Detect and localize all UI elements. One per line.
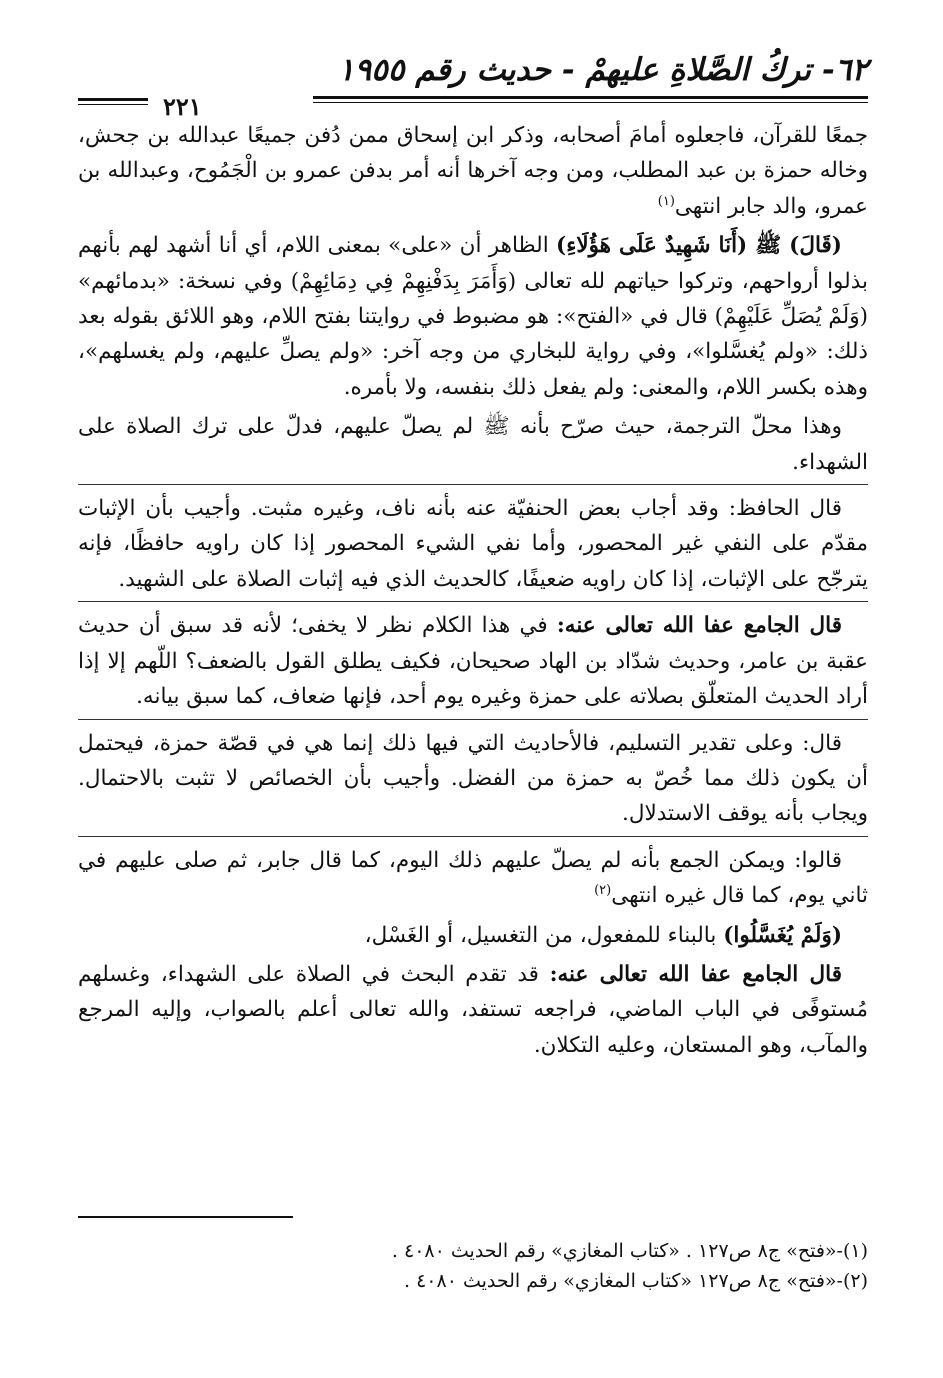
paragraph-text: قد تقدم البحث في الصلاة على الشهداء، وغسلهم مُستوفًى في الباب الماضي، فراجعه تستفد، والله تعالى أعلم بالصواب، وإليه المرجع والمآب، وهو المستعان، وعليه التكلان. bbox=[78, 961, 868, 1058]
paragraph-text: في هذا الكلام نظر لا يخفى؛ لأنه قد سبق أن حديث عقبة بن عامر، وحديث شدّاد بن الهاد صحيحان، فكيف يطلق القول بالضعف؟ اللّهم إلا إذا أراد الحديث المتعلّق بصلاته على حمزة وغيره يوم أحد، فإنها ضعاف، كما سبق بيانه. bbox=[78, 613, 868, 710]
paragraph bbox=[78, 918, 868, 953]
paragraph-text: قال الحافظ: وقد أجاب بعض الحنفيّة عنه بأنه ناف، وغيره مثبت. وأجيب بأن الإثبات مقدّم على النفي غير المحصور، وأما نفي الشيء المحصور إذا كان راويه حافظًا، فإنه يترجّح على الإثبات، إذا كان راويه ضعيفًا، كالحديث الذي فيه إثبات الصلاة على الشهيد. bbox=[78, 496, 868, 592]
main-text bbox=[78, 118, 868, 1067]
paragraph bbox=[78, 957, 868, 1063]
paragraph bbox=[78, 228, 868, 405]
paragraph bbox=[78, 719, 868, 832]
paragraph bbox=[78, 409, 868, 480]
chapter-title: ٦٢- تركُ الصَّلاةِ عليهمْ - حديث رقم ١٩٥٥ bbox=[337, 52, 868, 88]
footnote-ref: (٢) bbox=[594, 882, 612, 898]
paragraph-lead: قال الجامع عفا الله تعالى عنه: bbox=[556, 613, 843, 639]
paragraph-text: جمعًا للقرآن، فاجعلوه أمامَ أصحابه، وذكر ابن إسحاق ممن دُفن جميعًا عبدالله بن جحش، وخاله حمزة بن عبد المطلب، ومن وجه آخرها أنه أمر بدفن عمرو بن الْجَمُوح، وعبدالله بن عمرو، والد جابر انتهى bbox=[78, 123, 868, 219]
header-rule-left bbox=[78, 98, 148, 108]
footnote-2: (٢)-«فتح» ج٨ ص١٢٧ «كتاب المغازي» رقم الحديث ٤٠٨٠ . bbox=[404, 1270, 868, 1292]
header-rule-right bbox=[313, 96, 868, 106]
paragraph-text: قالوا: ويمكن الجمع بأنه لم يصلّ عليهم ذلك اليوم، كما قال جابر، ثم صلى عليهم في ثاني يوم، كما قال غيره انتهى bbox=[78, 847, 868, 909]
paragraph bbox=[78, 118, 868, 224]
paragraph-text: قال: وعلى تقدير التسليم، فالأحاديث التي فيها ذلك إنما هي في قصّة حمزة، فيحتمل أن يكون ذلك مما خُصّ به حمزة من الفضل. وأجيب بأن الخصائص لا تثبت بالاحتمال. ويجاب بأنه يوقف الاستدلال. bbox=[78, 730, 868, 827]
paragraph-text: وهذا محلّ الترجمة، حيث صرّح بأنه ﷺ لم يصلّ عليهم، فدلّ على ترك الصلاة على الشهداء. bbox=[78, 414, 868, 475]
paragraph-text: الظاهر أن «على» بمعنى اللام، أي أنا أشهد لهم بأنهم بذلوا أرواحهم، وتركوا حياتهم لله تعالى (وَأَمَرَ بِدَفْنِهِمْ فِي دِمَائِهِمْ) وفي نسخة: «بدمائهم» (وَلَمْ يُصَلِّ عَلَيْهِمْ) قال في «الفتح»: هو مضبوط في روايتنا بفتح اللام، وهو اللائق بقوله بعد ذلك: «ولم يُغسَّلوا»، وفي رواية للبخاري من وجه آخر: «ولم يصلِّ عليهم، ولم يغسلهم»، وهذه بكسر اللام، والمعنى: ولم يفعل ذلك بنفسه، ولا بأمره. bbox=[78, 233, 868, 400]
paragraph bbox=[78, 484, 868, 597]
paragraph-lead: (وَلَمْ يُغَسَّلُوا) bbox=[723, 922, 842, 948]
paragraph-text: بالبناء للمفعول، من التغسيل، أو الغَسْل، bbox=[364, 922, 724, 948]
footnote-separator bbox=[78, 1216, 293, 1218]
paragraph-lead: قال الجامع عفا الله تعالى عنه: bbox=[549, 961, 842, 987]
footnote-ref: (١) bbox=[657, 193, 675, 209]
paragraph bbox=[78, 836, 868, 914]
paragraph-lead: (قَالَ) ﷺ (أَنَا شَهِيدٌ عَلَى هَؤُلَاءِ) bbox=[556, 233, 842, 259]
footnote-1: (١)-«فتح» ج٨ ص١٢٧ . «كتاب المغازي» رقم الحديث ٤٠٨٠ . bbox=[391, 1240, 868, 1262]
paragraph bbox=[78, 601, 868, 714]
footnotes bbox=[78, 1236, 868, 1296]
page-number: ٢٢١ bbox=[163, 92, 202, 121]
